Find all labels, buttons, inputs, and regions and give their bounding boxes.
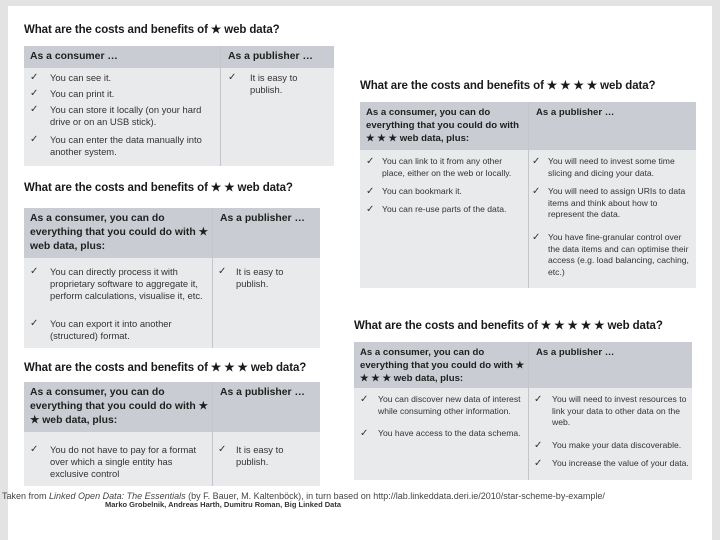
caption-suffix: (by F. Bauer, M. Kaltenböck), in turn based on http://lab.linkeddata.deri.ie/2010/star-scheme-by-example/ [185,491,605,501]
publisher-item: It is easy to publish. [250,72,298,95]
checkmark-icon: ✓ [366,204,375,215]
consumer-item: You can print it. [50,88,115,99]
checkmark-icon: ✓ [534,394,543,405]
column-divider [528,102,529,288]
checkmark-icon: ✓ [30,104,39,115]
column-divider [220,46,221,166]
panel-title: What are the costs and benefits of ★ ★ ★ ★ ★ web data? [354,320,663,332]
checkmark-icon: ✓ [30,134,39,145]
consumer-item: You can link to it from any other place, either on the web or locally. [382,156,512,178]
publisher-header: As a publisher … [220,213,305,224]
publisher-item: You have fine-granular control over the data items and can optimise their access (e.g. load balancing, caching, etc.) [548,232,689,277]
publisher-header: As a publisher … [536,107,615,118]
consumer-item: You can see it. [50,72,112,83]
checkmark-icon: ✓ [532,186,541,197]
column-divider [212,382,213,486]
publisher-item: You will need to invest resources to link your data to other data on the web. [552,394,687,427]
checkmark-icon: ✓ [366,156,375,167]
panel-four-star [360,78,700,290]
checkmark-icon: ✓ [534,440,543,451]
checkmark-icon: ✓ [30,72,39,83]
panel-title: What are the costs and benefits of ★ ★ ★ web data? [24,362,307,374]
table-header [354,342,692,388]
costs-benefits-table [24,208,320,348]
checkmark-icon: ✓ [218,444,227,455]
consumer-item: You can directly process it with proprietary software to aggregate it, perform calculations, visualise it, etc. [50,266,203,301]
consumer-item: You have access to the data schema. [378,428,521,438]
table-header [24,382,320,432]
costs-benefits-table [354,342,692,480]
column-divider [212,208,213,348]
checkmark-icon: ✓ [534,458,543,469]
panel-one-star [24,22,336,170]
publisher-header: As a publisher … [228,51,313,62]
costs-benefits-table [24,46,334,166]
panel-two-star [24,180,324,350]
consumer-item: You can store it locally (on your hard drive or on an USB stick). [50,104,202,127]
column-divider [528,342,529,480]
checkmark-icon: ✓ [30,88,39,99]
publisher-item: You make your data discoverable. [552,440,682,450]
publisher-item: You will need to invest some time slicing and dicing your data. [548,156,675,178]
consumer-header: As a consumer, you can do everything that you could do with ★ web data, plus: [30,213,208,252]
consumer-item: You can bookmark it. [382,186,462,196]
checkmark-icon: ✓ [366,186,375,197]
checkmark-icon: ✓ [532,156,541,167]
publisher-item: It is easy to publish. [236,266,284,289]
publisher-header: As a publisher … [536,347,615,358]
checkmark-icon: ✓ [360,394,369,405]
panel-title: What are the costs and benefits of ★ web data? [24,24,280,36]
table-header [24,208,320,258]
costs-benefits-table [24,382,320,486]
costs-benefits-table [360,102,696,288]
caption-prefix: Taken from [2,491,50,501]
checkmark-icon: ✓ [30,266,39,277]
publisher-item: It is easy to publish. [236,444,284,467]
checkmark-icon: ✓ [360,428,369,439]
author-line: Marko Grobelnik, Andreas Harth, Dumitru Roman, Big Linked Data [105,500,342,509]
table-header [24,46,334,68]
checkmark-icon: ✓ [228,72,237,83]
checkmark-icon: ✓ [30,444,39,455]
consumer-header: As a consumer, you can do everything that you could do with ★ ★ ★ web data, plus: [366,107,519,144]
panel-three-star [24,360,324,488]
consumer-item: You can export it into another (structured) format. [50,318,172,341]
consumer-item: You can enter the data manually into another system. [50,134,202,157]
panel-title: What are the costs and benefits of ★ ★ ★ ★ web data? [360,80,656,92]
consumer-item: You do not have to pay for a format over which a single entity has exclusive control [50,444,197,479]
publisher-header: As a publisher … [220,387,305,398]
publisher-item: You increase the value of your data. [552,458,689,468]
checkmark-icon: ✓ [30,318,39,329]
consumer-header: As a consumer, you can do everything that you could do with ★ ★ ★ ★ web data, plus: [360,347,525,384]
consumer-header: As a consumer … [30,51,118,62]
checkmark-icon: ✓ [218,266,227,277]
consumer-item: You can re-use parts of the data. [382,204,507,214]
panel-title: What are the costs and benefits of ★ ★ web data? [24,182,293,194]
checkmark-icon: ✓ [532,232,541,243]
consumer-item: You can discover new data of interest while consuming other information. [378,394,521,416]
book-title: Linked Open Data: The Essentials [49,491,186,501]
publisher-item: You will need to assign URIs to data items and think about how to represent the data. [548,186,686,219]
consumer-header: As a consumer, you can do everything that you could do with ★ ★ web data, plus: [30,387,208,426]
panel-five-star [354,318,700,482]
